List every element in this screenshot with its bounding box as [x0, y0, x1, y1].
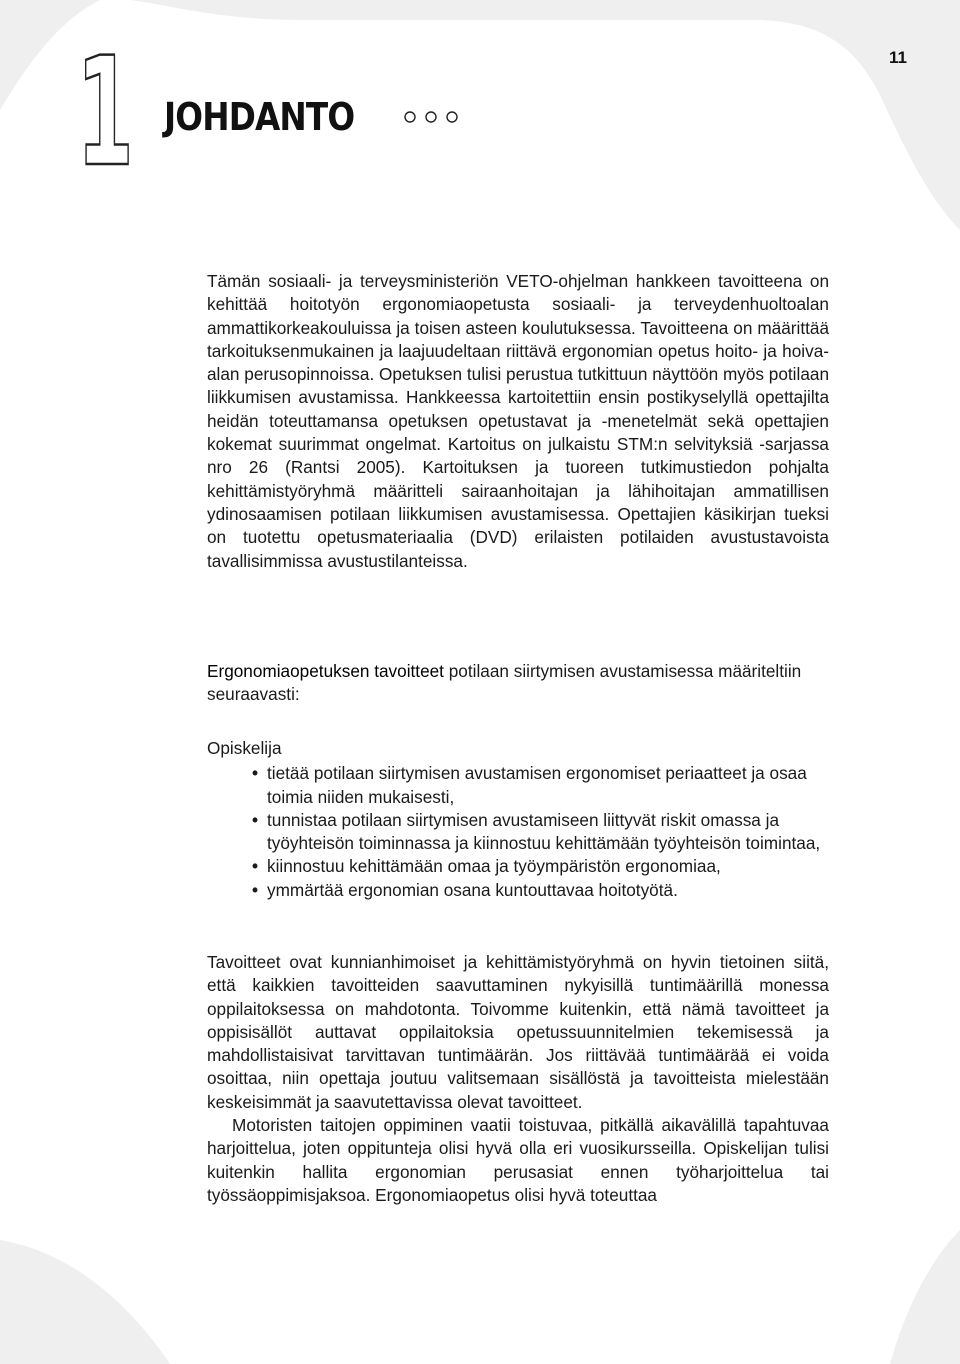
student-goals: [207, 737, 829, 902]
closing-paragraphs: [207, 951, 829, 1207]
goals-list: [207, 762, 829, 902]
motor-skills-paragraph: Motoristen taitojen oppiminen vaatii toistuvaa, pitkällä aikavälillä tapahtuvaa harjoittelua, joten oppitunteja olisi hyvä olla eri vuosikursseilla. Opiskelijan tulisi kuitenkin hallita ergonomian perusasiat ennen työharjoittelua tai työssäoppimisjaksoa. Ergonomiaopetus olisi hyvä toteuttaa: [207, 1115, 829, 1205]
list-item: • tunnistaa potilaan siirtymisen avustamiseen liittyvät riskit omassa ja työyhteisön toiminnassa ja kiinnostuu kehittämään työyhteisön toimintaa,: [252, 809, 821, 854]
list-item: • kiinnostuu kehittämään omaa ja työympäristön ergonomiaa,: [267, 855, 829, 878]
list-item: • ymmärtää ergonomian osana kuntouttavaa hoitotyötä.: [267, 879, 829, 902]
chapter-number: [72, 44, 142, 174]
page-number: 11: [889, 48, 907, 67]
bullet-icon: •: [252, 879, 259, 900]
intro-paragraph: [207, 270, 829, 573]
list-item: • tietää potilaan siirtymisen avustamisen ergonomiset periaatteet ja osaa toimia niiden mukaisesti,: [252, 763, 807, 807]
title-dots-icon: [403, 108, 463, 126]
goals-rest: potilaan siirtymisen avustamisessa määriteltiin seuraavasti:: [207, 661, 802, 705]
bullet-icon: •: [252, 856, 259, 877]
bullet-icon: •: [252, 763, 259, 784]
goals-emphasis: Ergonomiaopetuksen tavoitteet: [207, 661, 444, 681]
chapter-number-outline: 1: [76, 44, 134, 174]
goals-paragraph: [207, 660, 829, 707]
chapter-title: JOHDANTO: [164, 95, 355, 139]
intro-text: Tämän sosiaali- ja terveysministeriön VETO-ohjelman hankkeen tavoitteena on kehittää hoitotyön ergonomiaopetusta sosiaali- ja terveydenhuoltoalan ammattikorkeakouluissa ja toisen asteen koulutuksessa. Tavoitteena on määrittää tarkoituksenmukainen ja laajuudeltaan riittävä ergonomian opetus hoito- ja hoiva-alan perusopinnoissa. Opetuksen tulisi perustua tutkittuun näyttöön myös potilaan liikkumisen avustamissa. Hankkeessa kartoitettiin ensin postikyselyllä opettajilta heidän toteuttamansa opetuksen opetustavat ja -menetelmät sekä opettajien kokemat suurimmat ongelmat. Kartoitus on julkaistu STM:n selvityksiä -sarjassa nro 26 (Rantsi 2005). Kartoituksen ja tuoreen tutkimustiedon pohjalta kehittämistyöryhmä määritteli sairaanhoitajan ja lähihoitajan ammatillisen ydinosaamisen potilaan liikkumisen avustamisessa. Opettajien käsikirjan tueksi on tuotettu opetusmateriaalia (DVD) erilaisten potilaiden avustustavoista tavallisimmissa avustustilanteissa.: [207, 271, 829, 571]
bullet-icon: •: [252, 809, 259, 830]
student-label: Opiskelija: [207, 738, 282, 758]
goals-comment: Tavoitteet ovat kunnianhimoiset ja kehittämistyöryhmä on hyvin tietoinen siitä, että kaikkien tavoitteiden saavuttaminen nykyisillä tuntimäärillä monessa oppilaitoksessa on mahdotonta. Toivomme kuitenkin, että nämä tavoitteet ja oppisisällöt auttavat oppilaitoksia opetussuunnitelmien tekemisessä ja mahdollistaisivat tarvittavan tuntimäärän. Jos riittävää tuntimäärää ei voida osoittaa, niin opettaja joutuu valitsemaan sisällöstä ja tavoitteista mielestään keskeisimmät ja saavutettavissa olevat tavoitteet.: [207, 952, 829, 1112]
